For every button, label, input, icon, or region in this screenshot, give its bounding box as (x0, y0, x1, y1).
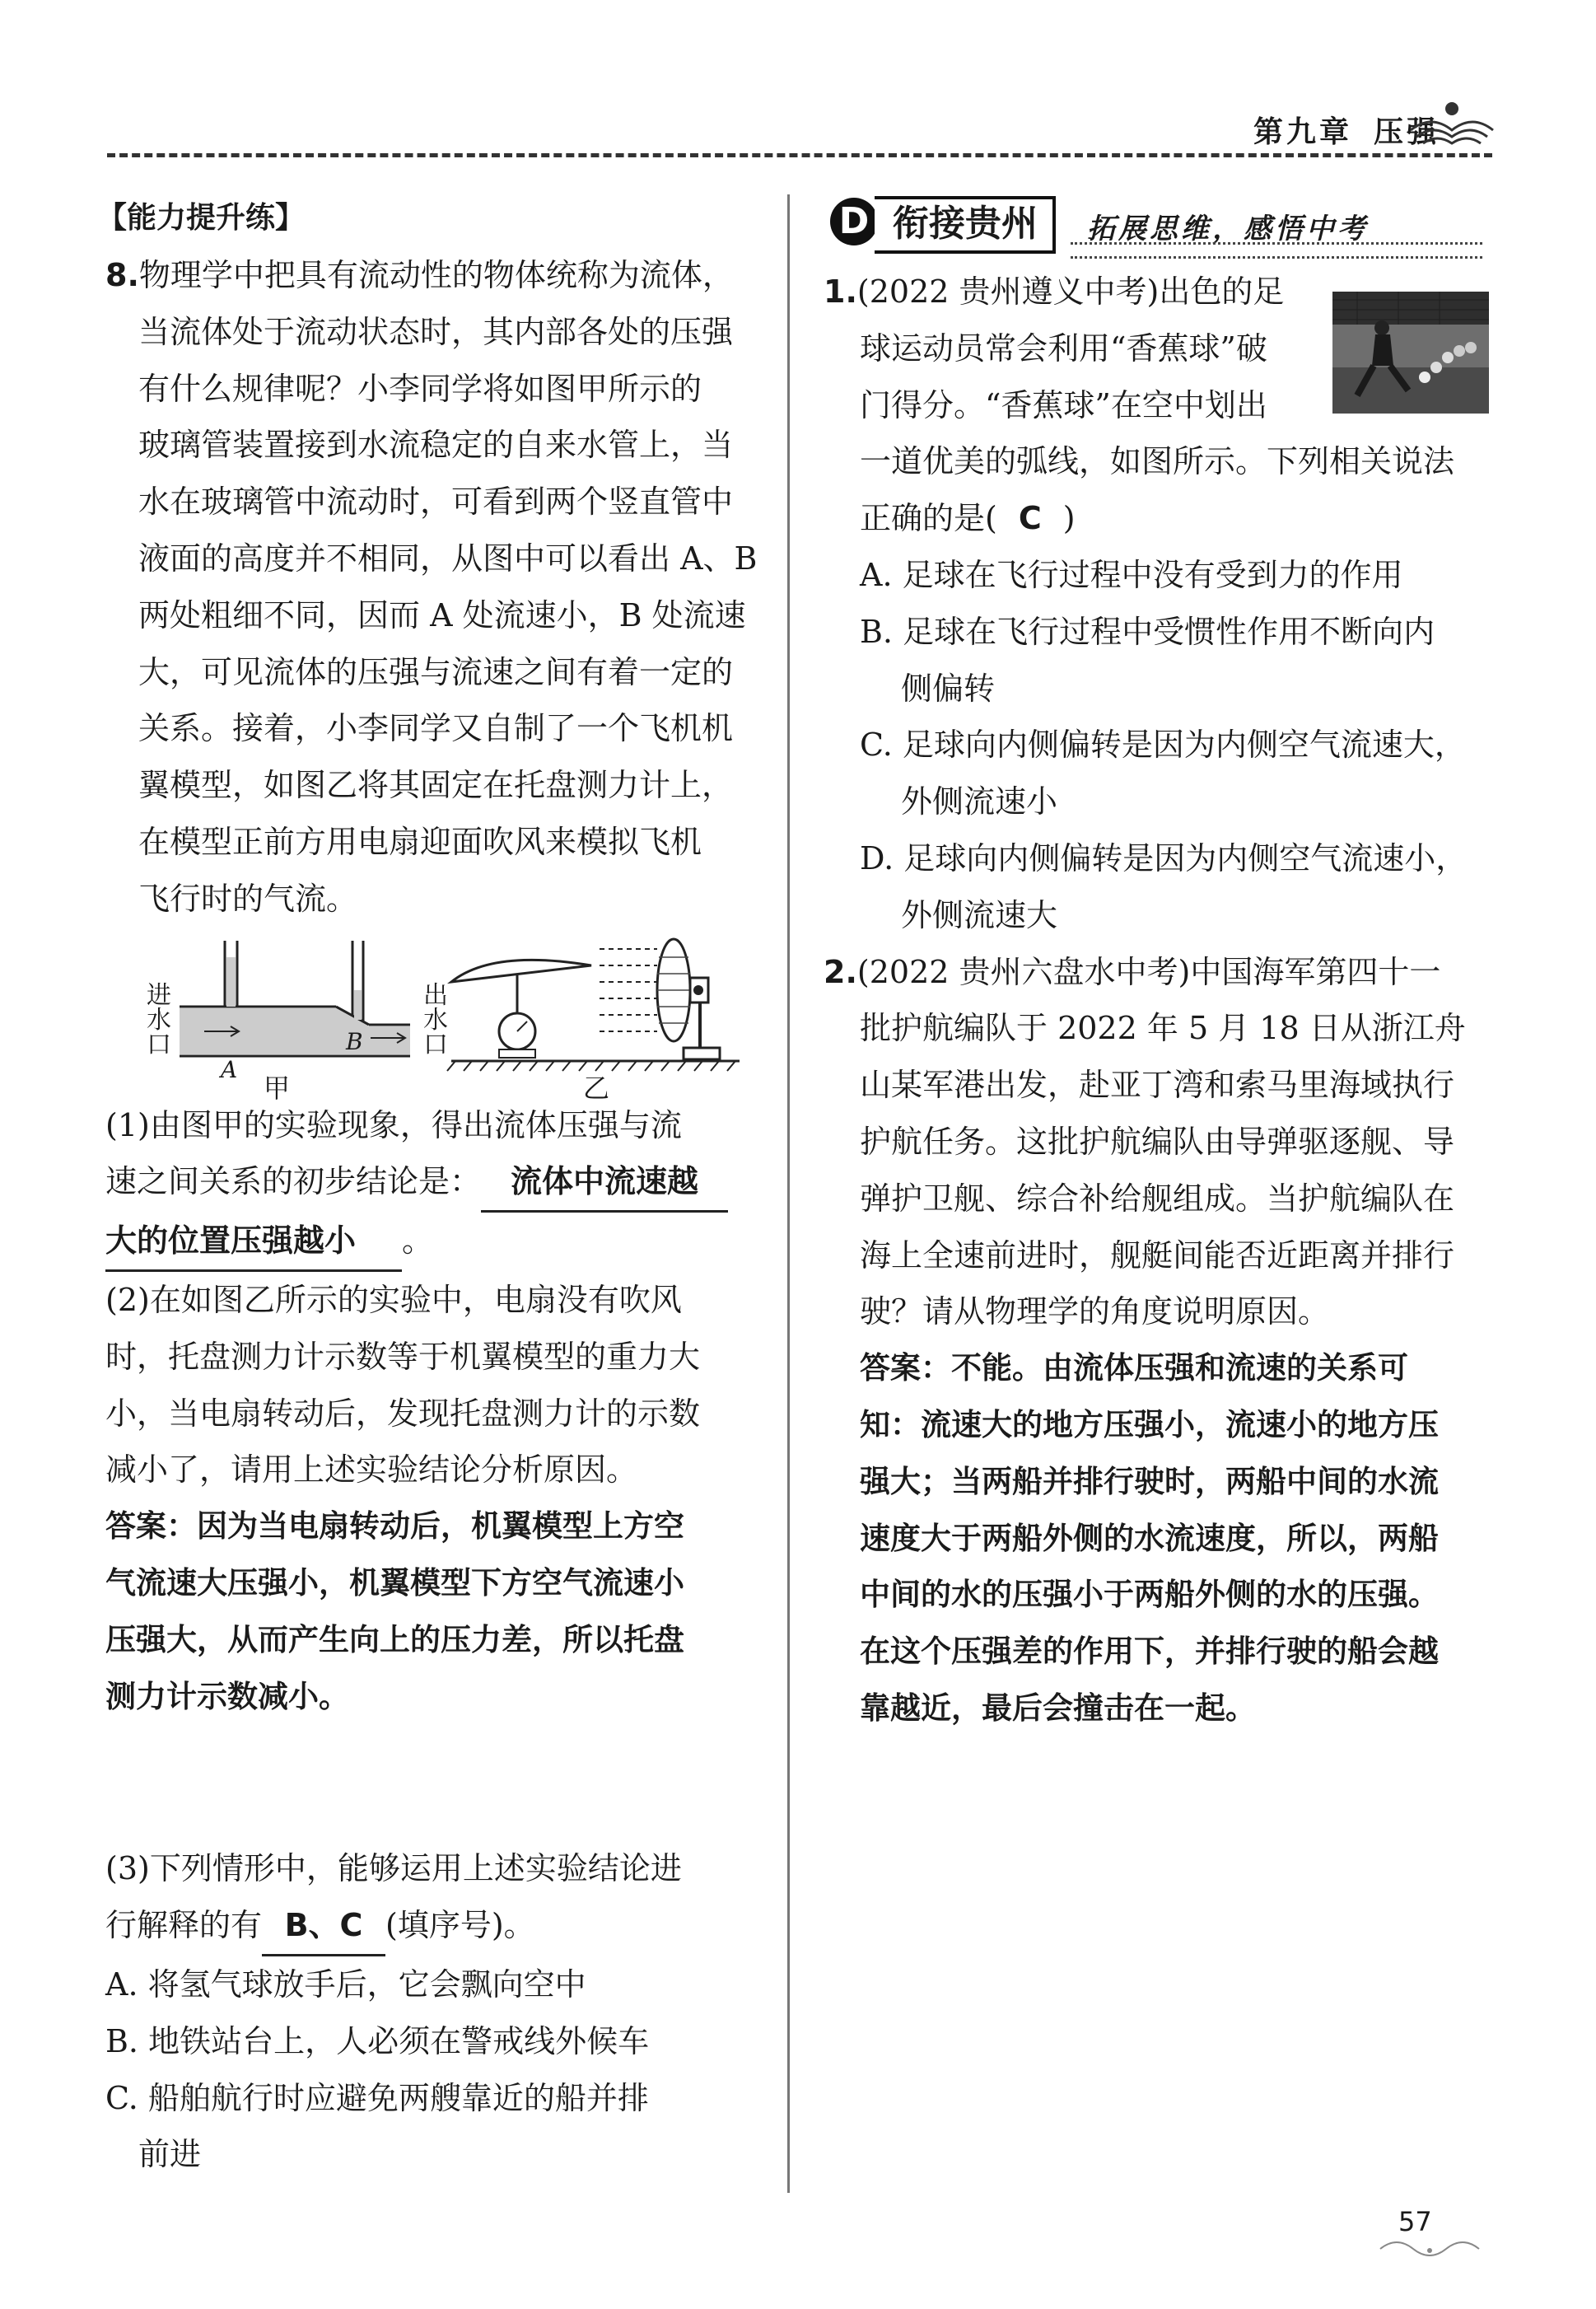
sub2-answer-line: 答案：因为当电扇转动后，机翼模型上方空 (105, 1508, 684, 1545)
q8-sub2 (105, 1272, 764, 1725)
sub3-option: A. 将氢气球放手后，它会飘向空中 (105, 1965, 586, 2003)
q2-answer-line: 强大；当两船并排行驶时，两船中间的水流 (860, 1463, 1439, 1499)
sub1-answer-blank-cont: 大的位置压强越小 (105, 1213, 402, 1272)
q8-sub3 (105, 1840, 764, 2183)
q2-line: 弹护卫舰、综合补给舰组成。当护航编队在 (860, 1180, 1455, 1217)
figure-caption-yi: 乙 (583, 1072, 610, 1104)
section-title: 【能力提升练】 (97, 201, 306, 235)
q8-line: 液面的高度并不相同，从图中可以看出 A、B (138, 540, 758, 577)
q8-line: 水在玻璃管中流动时，可看到两个竖直管中 (138, 484, 734, 521)
chapter-number: 第九章 (1253, 115, 1352, 149)
point-a-label: A (221, 1055, 238, 1083)
page-number: 57 (1398, 2206, 1432, 2237)
q1-option-b: B. 足球在飞行过程中受惯性作用不断向内 (860, 613, 1435, 650)
figure-caption-jia: 甲 (264, 1072, 291, 1104)
q1-line: 门得分。“香蕉球”在空中划出 (860, 386, 1267, 423)
left-column (97, 194, 764, 2183)
q8-line: 有什么规律呢？小李同学将如图甲所示的 (138, 370, 702, 407)
q8-line: 大，可见流体的压强与流速之间有着一定的 (138, 653, 734, 690)
sub2-line: 小，当电扇转动后，发现托盘测力计的示数 (105, 1395, 701, 1432)
banana-kick-photo (1332, 292, 1489, 414)
q1-option-d-cont: 外侧流速大 (901, 896, 1058, 933)
sub3-line: 行解释的有 B、C (填序号)。 (105, 1897, 764, 1956)
q1-line: 球运动员常会利用“香蕉球”破 (860, 330, 1267, 367)
sub2-answer-line: 压强大，从而产生向上的压力差，所以托盘 (105, 1621, 684, 1657)
q2-answer-line: 答案：不能。由流体压强和流速的关系可 (860, 1350, 1408, 1386)
sub3-line: (3)下列情形中，能够运用上述实验结论进 (105, 1850, 682, 1887)
banner-subtitle: 拓展思维，感悟中考 (1087, 213, 1369, 245)
outlet-label: 出 水 口 (423, 980, 448, 1059)
q2-line: 驶？请从物理学的角度说明原因。 (860, 1293, 1330, 1330)
sub2-line: (2)在如图乙所示的实验中，电扇没有吹风 (105, 1281, 682, 1318)
section-banner (824, 194, 1492, 257)
point-b-label: B (346, 1027, 363, 1055)
q2-answer-line: 在这个压强差的作用下，并排行驶的船会越 (860, 1634, 1439, 1670)
sub3-answer-blank: B、C (262, 1897, 385, 1956)
q1-line: 1.(2022 贵州遵义中考)出色的足 (824, 273, 1285, 310)
sub3-option: B. 地铁站台上，人必须在警戒线外候车 (105, 2022, 650, 2059)
question-2 (824, 944, 1492, 1737)
q8-number: 8. (105, 257, 139, 293)
sub2-answer-line: 测力计示数减小。 (105, 1678, 349, 1714)
q2-line: 护航任务。这批护航编队由导弹驱逐舰、导 (860, 1123, 1455, 1160)
inlet-label: 进 水 口 (147, 980, 171, 1059)
sub1-line: (1)由图甲的实验现象，得出流体压强与流 (105, 1106, 682, 1143)
sub2-line: 减小了，请用上述实验结论分析原因。 (105, 1451, 638, 1489)
page-ornament-icon (1372, 2232, 1496, 2257)
q2-line: 2.(2022 贵州六盘水中考)中国海军第四十一 (824, 953, 1441, 990)
q1-option-d: D. 足球向内侧偏转是因为内侧空气流速小， (860, 839, 1468, 876)
q8-line: 玻璃管装置接到水流稳定的自来水管上，当 (138, 427, 734, 464)
chapter-topic: 压强 (1373, 115, 1440, 149)
q8-line: 飞行时的气流。 (138, 880, 358, 917)
question-8 (105, 247, 764, 2183)
q1-option-a: A. 足球在飞行过程中没有受到力的作用 (860, 556, 1403, 593)
q2-line: 山某军港出发，赴亚丁湾和索马里海域执行 (860, 1067, 1455, 1104)
right-column (824, 194, 1492, 1737)
q8-line: 关系。接着，小李同学又自制了一个飞机机 (138, 710, 734, 747)
q8-line: 8.物理学中把具有流动性的物体统称为流体， (105, 257, 734, 293)
q1-option-c: C. 足球向内侧偏转是因为内侧空气流速大， (860, 727, 1466, 764)
column-divider (787, 194, 790, 2193)
header-divider (107, 153, 1492, 157)
chapter-logo-icon (1407, 97, 1497, 148)
q1-answer: C (1018, 500, 1042, 537)
q1-prompt: 正确的是( C ) (860, 500, 1076, 537)
sub1-line: 大的位置压强越小 。 (105, 1213, 764, 1272)
q8-line: 两处粗细不同，因而 A 处流速小，B 处流速 (138, 596, 746, 633)
q2-number: 2. (824, 953, 857, 990)
sub1-line: 速之间关系的初步结论是： 流体中流速越 (105, 1153, 764, 1213)
banner-title: 衔接贵州 (875, 196, 1056, 254)
sub2-line: 时，托盘测力计示数等于机翼模型的重力大 (105, 1338, 701, 1375)
q8-line: 在模型正前方用电扇迎面吹风来模拟飞机 (138, 823, 702, 860)
q8-line: 当流体处于流动状态时，其内部各处的压强 (138, 313, 734, 350)
banner-dotted-lines (1071, 242, 1482, 259)
q2-answer-line: 中间的水的压强小于两船外侧的水的压强。 (860, 1577, 1439, 1613)
sub3-option: C. 船舶航行时应避免两艘靠近的船并排 (105, 2079, 649, 2116)
banner-letter: D (830, 198, 878, 245)
q1-number: 1. (824, 273, 857, 310)
q1-line: 一道优美的弧线，如图所示。下列相关说法 (860, 443, 1455, 480)
sub1-answer-blank: 流体中流速越 (481, 1153, 728, 1213)
sub3-option-cont: 前进 (138, 2136, 202, 2173)
q2-answer-line: 速度大于两船外侧的水流速度，所以，两船 (860, 1520, 1439, 1556)
q1-option-b-cont: 侧偏转 (901, 670, 996, 707)
q1-option-c-cont: 外侧流速小 (901, 783, 1058, 820)
experiment-figure (105, 932, 764, 1104)
q8-line: 翼模型，如图乙将其固定在托盘测力计上， (138, 767, 734, 804)
q2-answer-line: 知：流速大的地方压强小，流速小的地方压 (860, 1406, 1439, 1442)
q2-line: 海上全速前进时，舰艇间能否近距离并排行 (860, 1236, 1455, 1274)
q8-sub1 (105, 1097, 764, 1272)
q2-line: 批护航编队于 2022 年 5 月 18 日从浙江舟 (860, 1010, 1466, 1047)
sub2-answer-line: 气流速大压强小，机翼模型下方空气流速小 (105, 1564, 684, 1601)
q2-answer-line: 靠越近，最后会撞击在一起。 (860, 1690, 1256, 1726)
